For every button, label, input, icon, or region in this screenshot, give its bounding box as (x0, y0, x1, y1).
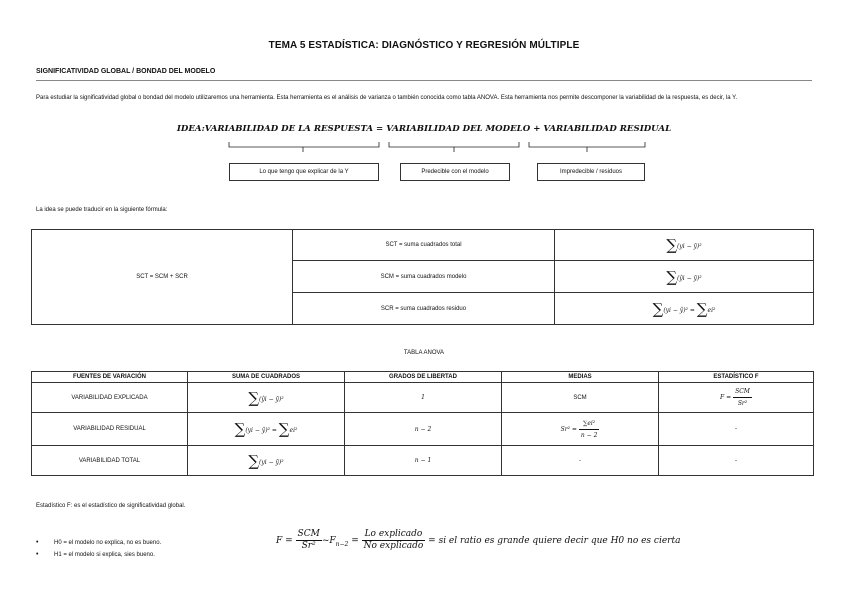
brace-right (529, 142, 645, 152)
df-total: n − 1 (345, 446, 502, 476)
box-unpredictable: Impredecible / residuos (537, 163, 645, 181)
section-divider (36, 80, 812, 81)
f-stat-text: Estadístico F: es el estadístico de significatividad global. (36, 503, 186, 509)
final-num2: Lo explicado (362, 529, 426, 541)
list-item: • H1 = el modelo si explica, sies bueno. (36, 549, 161, 561)
final-sub: n−2 (335, 540, 349, 548)
page-title: TEMA 5 ESTADÍSTICA: DIAGNÓSTICO Y REGRESIÓN MÚLTIPLE (268, 40, 580, 51)
header-source: FUENTES DE VARIACIÓN (32, 372, 188, 383)
final-fraction-1 (296, 529, 322, 552)
mean-fraction (579, 418, 600, 441)
ss-residual (188, 413, 345, 446)
sigma-symbol: ∑ (666, 236, 678, 254)
f-fraction (733, 386, 752, 409)
df-explained: 1 (345, 383, 502, 413)
ss-explained-text: (ŷi − ȳ)² (259, 395, 284, 403)
brace-group (0, 138, 848, 158)
hypothesis-list (36, 537, 161, 561)
box-explain-y: Lo que tengo que explicar de la Y (229, 163, 379, 181)
final-den1: Sr² (301, 541, 316, 551)
scr-formula (555, 293, 814, 325)
sigma-symbol: ∑ (234, 420, 246, 438)
brace-left (229, 142, 379, 152)
intro-paragraph: Para estudiar la significatividad global o bondad del modelo utilizaremos una herramienta. Esta herramienta es el análisis de varianza o también conocida como tabla ANOVA. Esta herramienta nos permite descomponer la variabilidad de la respuesta, es decir, la Y. (36, 95, 738, 101)
scm-label: SCM = suma cuadrados modelo (293, 261, 555, 293)
f-explained (659, 383, 814, 413)
mean-explained: SCM (502, 383, 659, 413)
f-lhs: F = (720, 394, 732, 401)
sigma-symbol: ∑ (248, 451, 260, 470)
mean-denominator: n − 2 (580, 431, 598, 439)
anova-title: TABLA ANOVA (403, 350, 445, 356)
final-fraction-2 (362, 529, 426, 552)
table-row (32, 413, 814, 446)
list-item: • H0 = el modelo no explica, no es bueno. (36, 537, 161, 549)
scr-label: SCR = suma cuadrados residuo (293, 293, 555, 325)
final-eq: = (351, 536, 359, 546)
ss-total (188, 446, 345, 476)
f-residual: - (659, 413, 814, 446)
mean-numerator: ∑ei² (579, 418, 600, 430)
scr-formula-a: (yi − ŷ)² = (663, 306, 695, 314)
sct-table (31, 229, 814, 325)
brace-middle (389, 142, 519, 152)
final-rhs: = si el ratio es grande quiere decir que H0 no es cierta (428, 536, 681, 546)
final-lhs: F = (276, 536, 293, 546)
final-den2: No explicado (363, 541, 424, 551)
source-total: VARIABILIDAD TOTAL (32, 446, 188, 476)
scr-formula-b: ei² (707, 306, 716, 314)
ss-residual-a: (yi − ŷ)² = (245, 427, 277, 434)
anova-table (31, 371, 814, 476)
sigma-symbol: ∑ (652, 299, 664, 318)
df-residual: n − 2 (345, 413, 502, 446)
sct-formula-text: (yi − ȳ)² (677, 243, 702, 250)
mean-lhs: Sr² = (560, 425, 577, 433)
final-formula (276, 529, 680, 552)
scm-formula (555, 261, 814, 293)
final-dist: ~F (321, 536, 336, 546)
sigma-symbol: ∑ (696, 299, 708, 318)
f-denominator: Sr² (737, 400, 748, 407)
ss-total-text: (yi − ȳ)² (259, 458, 284, 466)
f-total: - (659, 446, 814, 476)
sct-label: SCT = suma cuadrados total (293, 230, 555, 261)
ss-explained (188, 383, 345, 413)
f-numerator: SCM (733, 386, 752, 398)
sct-formula (555, 230, 814, 261)
source-explained: VARIABILIDAD EXPLICADA (32, 383, 188, 413)
box-predictable: Predecible con el modelo (400, 163, 510, 181)
table-row (32, 446, 814, 476)
sct-decomposition: SCT = SCM + SCR (32, 230, 293, 325)
formula-intro: La idea se puede traducir en la siguiente fórmula: (36, 207, 168, 213)
header-ss: SUMA DE CUADRADOS (188, 372, 345, 383)
source-residual: VARIABILIDAD RESIDUAL (32, 413, 188, 446)
mean-total: - (502, 446, 659, 476)
idea-equation: IDEA:VARIABILIDAD DE LA RESPUESTA = VARIABILIDAD DEL MODELO + VARIABILIDAD RESIDUAL (176, 124, 672, 134)
ss-residual-b: ei² (289, 427, 298, 434)
table-row (32, 383, 814, 413)
scm-formula-text: (ŷi − ȳ)² (677, 274, 702, 282)
section-heading: SIGNIFICATIVIDAD GLOBAL / BONDAD DEL MODELO (36, 68, 216, 75)
sigma-symbol: ∑ (666, 267, 678, 286)
mean-residual (502, 413, 659, 446)
header-mean: MEDIAS (502, 372, 659, 383)
final-num1: SCM (297, 529, 320, 539)
header-f: ESTADÍSTICO F (659, 372, 814, 383)
sigma-symbol: ∑ (278, 420, 290, 438)
header-df: GRADOS DE LIBERTAD (345, 372, 502, 383)
sigma-symbol: ∑ (248, 388, 260, 407)
